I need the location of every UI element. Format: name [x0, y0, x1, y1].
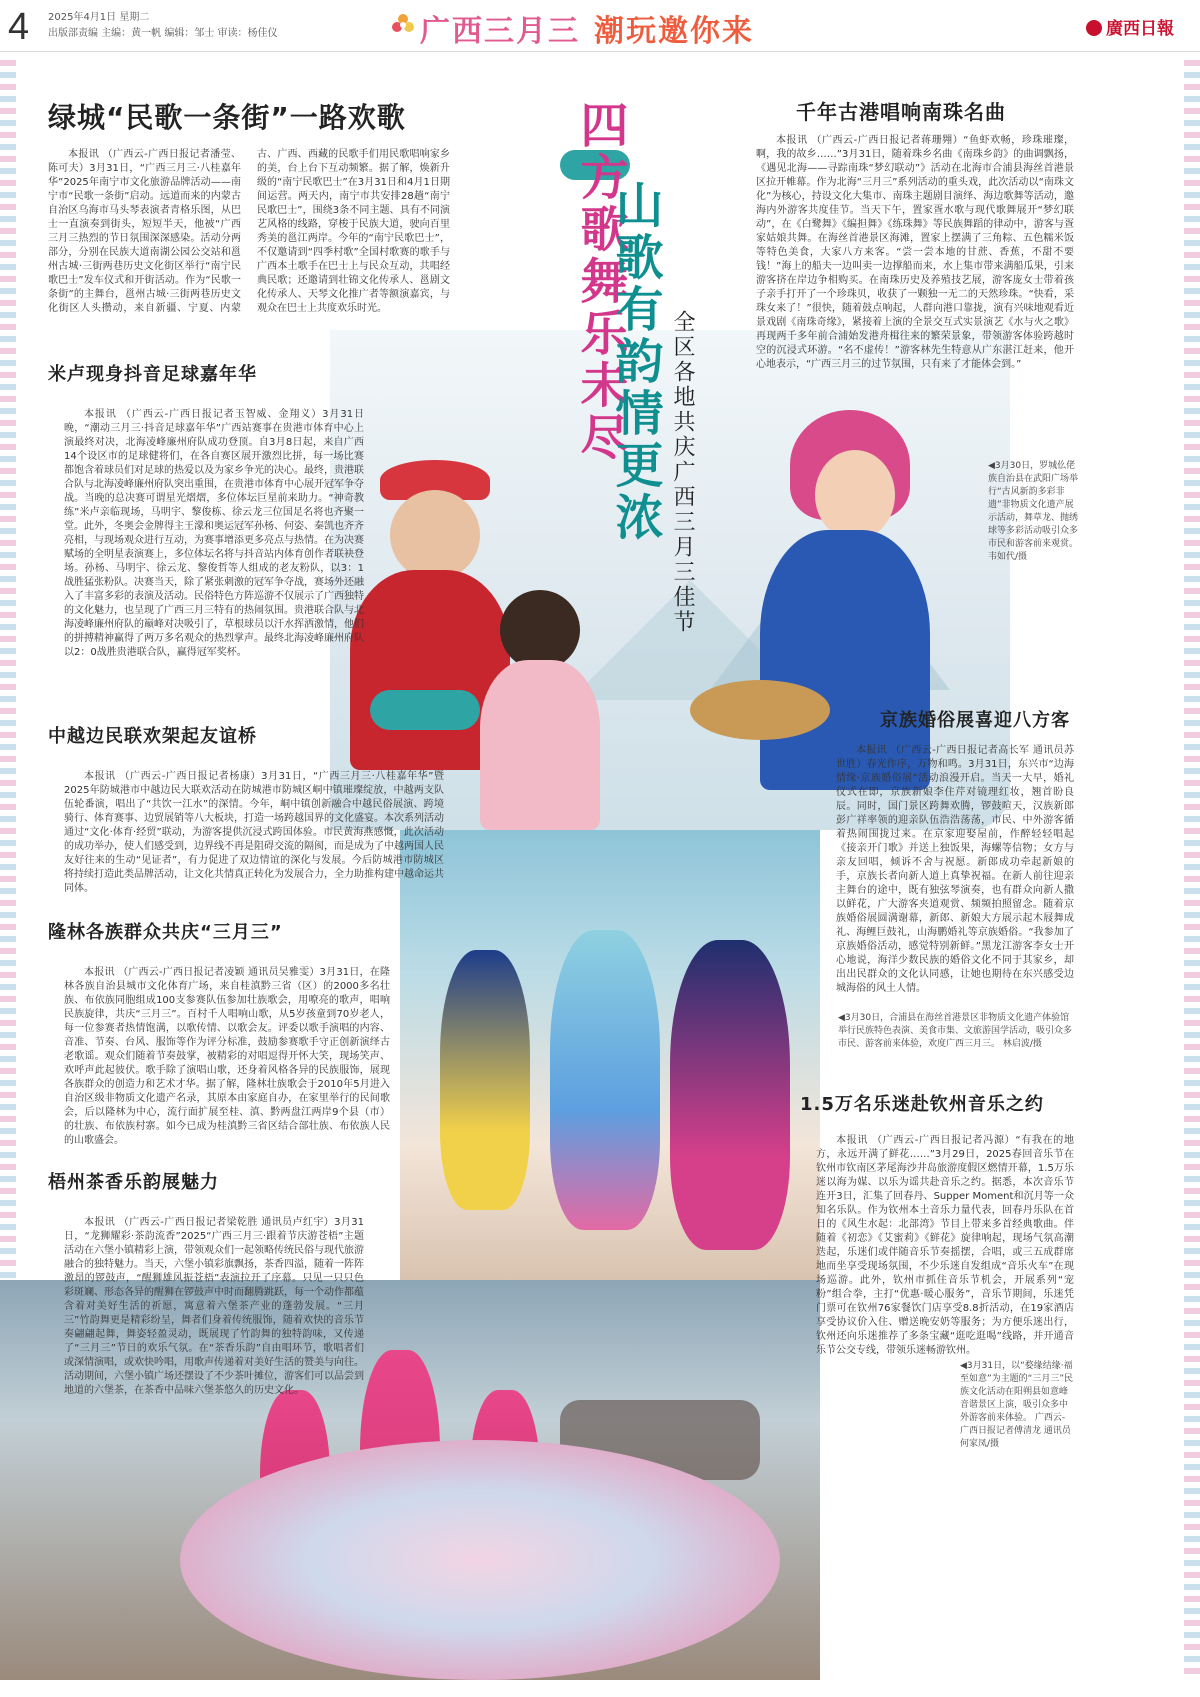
article-title-football: 米卢现身抖音足球嘉年华 [48, 364, 257, 385]
woman-face [390, 490, 480, 580]
article-paragraph: 本报讯 （广西云-广西日报记者冯源）“有我在的地方，永远开满了鲜花……”3月29日，2025春回音乐节在钦州市钦南区茅尾海沙井岛旅游度假区燃情开幕，1.5万乐迷以海为媒、以乐为谣共赴音乐之约。据悉，本次音乐节连开3日，汇集了回春丹、Supper Moment和沉月等一众知名乐队。作为钦州本土音乐力量代表，回春丹乐队在首日的《风生水起：北部湾》节目上带来多首经典歌曲。伴随着《初恋》《艾蜜莉》《鲜花》旋律响起，现场气氛高潮迭起，乐迷们或伴随音乐节奏摇摆，合唱，或三五成群席地而坐享受现场氛围，不少乐迷自发组成“音乐火车”在现场巡游。此外，钦州市抓住音乐节机会，开展系列“宠粉”组合拳，主打“优惠·暖心服务”，音乐节期间，乐迷凭门票可在钦州76家餐饮门店享受8.8折活动，在19家酒店享受协议价入住、赠送晚安奶等服务；为方便乐迷出行，钦州还向乐迷推荐了多条宝藏“逛吃逛喝”线路，并开通音乐节公交专线，带领乐迷畅游钦州。 [816, 1135, 1074, 1356]
vertical-title-folk-song: 山歌有韵情更浓 [607, 180, 663, 544]
article-paragraph: 本报讯 （广西云-广西日报记者潘莹、陈可夫）3月31日，“广西三月三·八桂嘉年华”2025年南宁市文化旅游品牌活动——南宁市“民歌一条街”启动。远道而来的内蒙古自治区乌海市马头琴表演者青格乐图，从巴士一直演奏到街头，短短半天，他被“广西三月三热烈的节日氛围深深感染。活动分两部分，分别在民族大道南湖公园公交站和邕州古城·三街两巷历史文化街区举行“南宁民歌巴士”发车仪式和开街活动。作为“民歌一条街”的主舞台，邕州古城·三街两巷历史文化街区人头攒动，来自新疆、宁夏、内蒙古、广西、西藏的民歌手们用民歌唱响家乡的美，台上台下互动频繁。据了解，焕新升级的“南宁民歌巴士”在3月31日和4月1日期间运营。两天内，南宁市共安排28趟“南宁民歌巴士”，围绕3条不同主题、具有不同演艺风格的线路，穿梭于民族大道，驶向百里秀美的邕江两岸。今年的“南宁民歌巴士”，不仅邀请到“四季村歌”全国村歌赛的歌手与广西本土歌手在巴士上与民众互动，共唱经典民歌；还邀请到壮锦文化传承人、邕剧文化传承人、天琴文化推广者等额演嘉宾，与观众在巴士上共度欢乐时光。 [48, 149, 450, 314]
article-body-football [64, 408, 364, 698]
article-body-beihai [756, 134, 1074, 444]
dancer-figure [440, 950, 530, 1210]
newspaper-logo [1086, 14, 1174, 39]
child-pink-shirt [480, 660, 600, 830]
flower-icon [390, 12, 416, 38]
dancer-figure [670, 940, 790, 1250]
date-line: 2025年4月1日 星期二 [48, 12, 150, 23]
circular-stage [180, 1440, 780, 1680]
child-hair [500, 590, 580, 670]
article-title-beihai: 千年古港唱响南珠名曲 [796, 100, 1006, 124]
article-body-nanning [48, 148, 450, 338]
vertical-subtitle-celebration: 全区各地共庆广西三月三佳节 [670, 310, 695, 635]
article-title-qinzhou: 1.5万名乐迷赴钦州音乐之约 [800, 1094, 1044, 1115]
article-title-nanning: 绿城“民歌一条街”一路欢歌 [48, 101, 406, 134]
photo-dancers-performance [400, 830, 820, 1280]
article-body-qinzhou [816, 1134, 1074, 1356]
photo-caption-hepu: ◀3月30日，合浦县在海丝首港景区非物质文化遗产体验馆举行民族特色表演、美食市集、文旅游国学活动，吸引众多市民、游客前来体验，欢度广西三月三。 林启波/摄 [838, 1013, 1073, 1049]
article-paragraph: 本报讯 （广西云-广西日报记者玉智威、金翔义）3月31日晚，“潮动三月三·抖音足球嘉年华”广西站赛事在贵港市体育中心上演最终对决，北海凌峰廉州府队成功登顶。自3月8日起，来自广西14个设区市的足球健将们，在各自赛区展开激烈比拼，每一场比赛都饱含着球员们对足球的热爱以及为家乡争光的决心。最终，贵港联合队与北海凌峰廉州府队突出重围，在贵港市体育中心展开冠军争夺战。当晚的总决赛可谓星光熠熠，多位体坛巨星前来助力。“神奇教练”米卢亲临现场，马明宇、黎俊栋、徐云龙三位国足名将也齐聚一堂。此外，冬奥会金牌得主王濛和奥运冠军孙杨、何姿、秦凯也齐齐亮相，与现场观众进行互动，为赛事增添更多亮点与热情。在为决赛赋场的全明星表演赛上，多位体坛名将与抖音站内体育创作者联袂登场。孙杨、马明宇、徐云龙、黎俊哲等人组成的老友粉队，以3：1战胜猛张粉队。决赛当天，除了紧张刺激的冠军争夺战，赛场外还融入了丰富多彩的表演及活动。民俗特色方阵巡游不仅展示了广西独特的文化魅力，也呈现了广西三月三特有的热闹氛围。贵港联合队与北海凌峰廉州府队的巅峰对决吸引了，草根球员以汗水挥洒激情，他们的拼搏精神赢得了两万多名观众的热烈掌声。最终北海凌峰廉州府队以2：0战胜贵港联合队，赢得冠军奖杯。 [64, 409, 364, 658]
article-title-sino-vietnam: 中越边民联欢架起友谊桥 [48, 726, 257, 747]
article-title-longlin: 隆林各族群众共庆“三月三” [48, 922, 283, 943]
logo-mark-icon [1086, 20, 1102, 36]
article-paragraph: 本报讯 （广西云-广西日报记者杨康）3月31日，“广西三月三·八桂嘉年华”暨2025年防城港市中越边民大联欢活动在防城港市防城区峒中镇璀璨绽放，中越两支队伍轮番演，唱出了“共饮一江水”的深情。今年，峒中镇创新融合中越民俗展演、跨境骑行、体育赛事、边贸展销等八大板块，打造一场跨越国界的文化盛宴。本次系列活动通过“文化·体育·经贸”联动，为游客提供沉浸式跨国体验。市民黄海燕感慨，此次活动的成功举办，使人们感受到，边界线不再是阻碍交流的隔阂，而是成为了中越两国人民友好往来的生动“见证者”，有力促进了双边情谊的深化与发展。今后防城港市防城区将持续打造此类品牌活动，让文化共情真正转化为发展合力，全力助推构建中越命运共同体。 [64, 771, 444, 894]
singer-face [815, 450, 895, 540]
article-body-longlin [64, 966, 390, 1156]
photo-caption-yangshuo: ◀3月31日，以“婺缘结缘·福至如意”为主题的“三月三”民族文化活动在阳朔县如意峰音谐景区上演，吸引众多中外游客前来体验。 广西云-广西日报记者傅清龙 通讯员何家凤/摄 [960, 1361, 1073, 1449]
bamboo-basket [690, 680, 830, 740]
page-number: 4 [8, 6, 30, 48]
vertical-title-sing-dance: 四方歌舞乐未尽 [572, 100, 628, 464]
photo-caption-luocheng: ◀3月30日，罗城仫佬族自治县在武阳广场举行“古风新韵多彩非遗”非物质文化遗产展示活动，舞草龙、抛绣球等多彩活动吸引众多市民和游客前来观赏。 韦如代/摄 [988, 461, 1079, 562]
article-paragraph: 本报讯 （广西云-广西日报记者蒋珊翙）“鱼虾欢畅，珍珠璀璨，啊，我的故乡……”3月31日，随着珠乡名曲《南珠乡韵》的曲调飘扬，《遇见北海——寻踪南珠“梦幻联动”》活动在北海市合浦县海丝首港景区拉开帷幕。作为北海“三月三”系列活动的重头戏，此次活动以“南珠文化”为核心，持设文化大集市、南珠主题剧目演绎、海边歌舞等活动，邀海内外游客共度佳节。当天下午，置家疍水歌与现代歌舞展开“梦幻联动”，在《白鹭舞》《编担舞》《练珠舞》等民族舞蹈的律动中，游客与疍家姑娘共舞。在海丝首港景区海滩，置家上摆满了三角粽、五色糯米饭等特色美食，大家八方来客。“尝一尝本地的甘蔗、香蕉，不甜不要钱！”海上的船夫一边叫卖一边撑船而来，水上集市带来满船瓜果，引来游客挤在岸边争相购买。在南珠历史及养殖技艺展，游客庞女士带着孩子亲手打开了一个珍珠贝，收获了一颗独一无二的天然珍珠。“快看，采珠女来了！”很快，随着鼓点响起，人群向港口靠拢，演有兴味地观看近景戏剧《南珠奇缘》，紧接着上演的全景交互式实景演艺《水与火之歌》再现两千多年前合浦始发港舟楫往来的繁荣景象，带领游客体验跨越时空的沉浸式环游。“名不虚传！”游客林先生特意从广东湛江赶来，他开心地表示，“广西三月三的过节氛围，只有来了才能体会到。” [756, 135, 1074, 370]
theme-banner [420, 6, 754, 50]
article-paragraph: 本报讯 （广西云-广西日报记者高长军 通讯员苏世胜）春光作序，万物和鸣。3月31日，东兴市“边海情缘·京族婚俗展”活动浪漫开启。当天一大早，婚礼仪式在即，京族新娘李住芹对镜理红妆，翘首盼良辰。同时，国门景区跨舞欢腾，锣鼓喧天，汉族新郎彭广祥率领的迎亲队伍浩浩荡荡，市民、中外游客循着热闹围拢过来。在京家迎娶屋前，作醉轻轻唱起《接亲开门歌》并送上独饭果，海螺等信物；女方与亲友回唱，倾诉不舍与祝愿。新郎成功牵起新娘的手，京族长者向新人道上真挚祝福。在新人前往迎亲主舞台的途中，既有独弦琴演奏，也有群众向新人撒以鲜花，广大游客夹道观赏、频频拍照留念。随着京族婚俗展圆满谢幕，新郎、新娘大方展示起木屐舞成礼、海鲤巨鼓礼，山海鹏婚礼等京族婚俗。“我参加了京族婚俗活动，感觉特别新鲜。”黑龙江游客李女士开心地说，海洋少数民族的婚俗文化不同于其家乡，却出出民群众的文化认同感，让她也期待在东兴感受边城海俗的风土人情。 [836, 745, 1074, 994]
article-body-jing-wedding [836, 744, 1074, 994]
publication-meta [48, 10, 278, 42]
article-title-jing-wedding: 京族婚俗展喜迎八方客 [880, 710, 1070, 731]
cloud-icon [370, 690, 480, 730]
right-border-pattern [1184, 60, 1200, 1680]
staff-line: 出版部责编 主编：黄一帆 编辑：邹士 审读：杨佳仪 [48, 28, 278, 39]
article-body-sino-vietnam [64, 770, 444, 895]
theme-title-1: 广西三月三 [420, 14, 580, 49]
masthead [0, 0, 1200, 52]
logo-text: 廣西日報 [1106, 19, 1174, 39]
theme-title-2: 潮玩邀你来 [594, 14, 754, 49]
article-paragraph: 本报讯 （广西云-广西日报记者梁乾胜 通讯员卢红宇）3月31日，“龙狮耀彩·茶韵流香”2025“广西三月三·跟着节庆游苍梧”主题活动在六堡小镇精彩上演，带领观众们一起领略传统民俗与现代旅游融合的独特魅力。当天，六堡小镇彩旗飘扬，茶香四溢，随着一阵阵激昂的锣鼓声，“醒狮雄风振苍梧”表演拉开了序幕。只见一只只色彩斑斓、形态各异的醒狮在锣鼓声中时而翻腾跳跃，每一个动作都蕴含着对美好生活的祈愿，寓意着六堡茶产业的蓬勃发展。“三月三”竹韵舞更是精彩纷呈，舞者们身着传统服饰，随着欢快的音乐节奏翩翩起舞，舞姿轻盈灵动，既展现了竹韵舞的独特韵味，又传递了“三月三”节日的欢乐气氛。在“茶香乐韵”自由唱环节，歌唱者们或深情演唱，或欢快吟唱，用歌声传递着对美好生活的赞美与向往。活动期间，六堡小镇广场还摆设了不少茶叶摊位，游客们可以品尝到地道的六堡茶，在茶香中品味六堡茶悠久的历史文化。 [64, 1217, 364, 1396]
article-paragraph: 本报讯 （广西云-广西日报记者凌颖 通讯员吴雅雯）3月31日，在隆林各族自治县城市文化体育广场，来自桂滇黔三省（区）的2000多名壮族、布依族同胞组成100支参赛队伍参加壮族歌会，用嘹亮的歌声，唱响民族旋律，共庆“三月三”。百村千人唱响山歌，从5岁孩童到70岁老人，每一位参赛者热情饱满，以歌传情、以歌会友。评委以歌手演唱的内容、音准、节奏、台风、服饰等作为评分标准，鼓励参赛歌手守正创新演绎古老歌谣。观众们随着节奏鼓掌，被精彩的对唱逗得开怀大笑，现场笑声、欢呼声此起彼伏。歌手除了演唱山歌，还身着风格各异的民族服饰，展现各族群众的创造力和艺术才华。据了解，隆林壮族歌会于2010年5月进入自治区级非物质文化遗产名录，其原本由家庭自办，在家里举行的民间歌会，后以隆林为中心，流行面扩展至桂、滇、黔两盘江两岸9个县（市）的壮族、布依族村寨。如今已成为桂滇黔三省区结合部壮族、布依族人民的山歌盛会。 [64, 967, 390, 1146]
dancer-figure [550, 930, 660, 1230]
article-title-wuzhou: 梧州茶香乐韵展魅力 [48, 1172, 219, 1193]
article-body-wuzhou [64, 1216, 364, 1406]
